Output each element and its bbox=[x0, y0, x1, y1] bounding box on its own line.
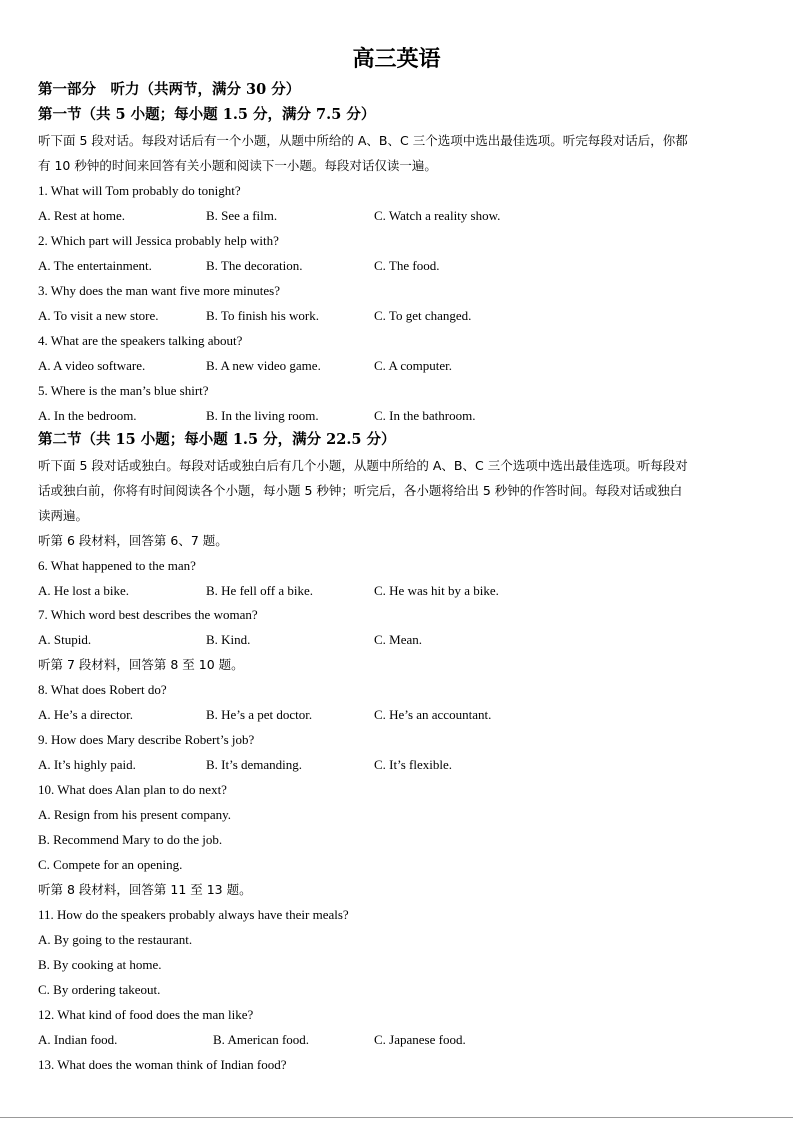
question-text: 9. How does Mary describe Robert’s job? bbox=[38, 732, 255, 747]
option-c: C. By ordering takeout. bbox=[38, 982, 161, 997]
question-text: 5. Where is the man’s blue shirt? bbox=[38, 383, 209, 398]
material-note: 听第 8 段材料，回答第 11 至 13 题。 bbox=[38, 882, 252, 897]
option-a: A. Stupid. bbox=[38, 632, 92, 647]
question-text: 2. Which part will Jessica probably help with? bbox=[38, 233, 279, 248]
option-b: B. He’s a pet doctor. bbox=[206, 707, 313, 722]
option-b: B. He fell off a bike. bbox=[206, 583, 313, 598]
option-a: A. Rest at home. bbox=[38, 208, 126, 223]
option-a: A. A video software. bbox=[38, 358, 146, 373]
option-c: C. Mean. bbox=[374, 632, 423, 647]
option-a: A. He lost a bike. bbox=[38, 583, 129, 598]
section1-heading: 第一节（共 5 小题；每小题 1.5 分，满分 7.5 分） bbox=[38, 106, 376, 123]
question-text: 6. What happened to the man? bbox=[38, 558, 196, 573]
option-c: C. Watch a reality show. bbox=[374, 208, 501, 223]
option-a: A. He’s a director. bbox=[38, 707, 133, 722]
option-c: C. He was hit by a bike. bbox=[374, 583, 499, 598]
material-note: 听第 7 段材料，回答第 8 至 10 题。 bbox=[38, 657, 244, 672]
option-a: A. Resign from his present company. bbox=[38, 807, 232, 822]
option-b: B. A new video game. bbox=[206, 358, 321, 373]
option-a: A. To visit a new store. bbox=[38, 308, 159, 323]
option-c: C. He’s an accountant. bbox=[374, 707, 492, 722]
section1-instruction: 有 10 秒钟的时间来回答有关小题和阅读下一小题。每段对话仅读一遍。 bbox=[38, 158, 437, 173]
option-b: B. American food. bbox=[213, 1032, 310, 1047]
option-c: C. To get changed. bbox=[374, 308, 472, 323]
question-text: 7. Which word best describes the woman? bbox=[38, 607, 258, 622]
option-b: B. The decoration. bbox=[206, 258, 303, 273]
option-c: C. A computer. bbox=[374, 358, 452, 373]
option-a: A. In the bedroom. bbox=[38, 408, 137, 423]
option-c: C. In the bathroom. bbox=[374, 408, 476, 423]
option-a: A. The entertainment. bbox=[38, 258, 152, 273]
option-b: B. Kind. bbox=[206, 632, 251, 647]
option-a: A. By going to the restaurant. bbox=[38, 932, 193, 947]
option-a: A. Indian food. bbox=[38, 1032, 118, 1047]
question-text: 1. What will Tom probably do tonight? bbox=[38, 183, 241, 198]
question-text: 13. What does the woman think of Indian food? bbox=[38, 1057, 287, 1072]
option-c: C. Compete for an opening. bbox=[38, 857, 183, 872]
material-note: 听第 6 段材料，回答第 6、7 题。 bbox=[38, 533, 228, 548]
question-text: 10. What does Alan plan to do next? bbox=[38, 782, 227, 797]
option-b: B. See a film. bbox=[206, 208, 278, 223]
option-b: B. To finish his work. bbox=[206, 308, 319, 323]
option-c: C. The food. bbox=[374, 258, 440, 273]
option-b: B. Recommend Mary to do the job. bbox=[38, 832, 223, 847]
question-text: 11. How do the speakers probably always have their meals? bbox=[38, 907, 349, 922]
part1-heading: 第一部分 听力（共两节，满分 30 分） bbox=[38, 81, 301, 98]
section2-instruction: 读两遍。 bbox=[38, 508, 89, 523]
section2-heading: 第二节（共 15 小题；每小题 1.5 分，满分 22.5 分） bbox=[38, 431, 396, 448]
section2-instruction: 话或独白前，你将有时间阅读各个小题，每小题 5 秒钟；听完后，各小题将给出 5 秒钟的作答时间。每段对话或独白 bbox=[38, 483, 683, 498]
page-bottom-rule bbox=[0, 1117, 793, 1118]
option-b: B. In the living room. bbox=[206, 408, 319, 423]
page-title: 高三英语 bbox=[352, 46, 441, 72]
option-a: A. It’s highly paid. bbox=[38, 757, 136, 772]
option-c: C. It’s flexible. bbox=[374, 757, 452, 772]
option-b: B. It’s demanding. bbox=[206, 757, 303, 772]
question-text: 12. What kind of food does the man like? bbox=[38, 1007, 254, 1022]
section2-instruction: 听下面 5 段对话或独白。每段对话或独白后有几个小题，从题中所给的 A、B、C 三个选项中选出最佳选项。听每段对 bbox=[38, 458, 688, 473]
question-text: 4. What are the speakers talking about? bbox=[38, 333, 243, 348]
section1-instruction: 听下面 5 段对话。每段对话后有一个小题，从题中所给的 A、B、C 三个选项中选出最佳选项。听完每段对话后，你都 bbox=[38, 133, 688, 148]
question-text: 8. What does Robert do? bbox=[38, 682, 167, 697]
question-text: 3. Why does the man want five more minutes? bbox=[38, 283, 281, 298]
option-b: B. By cooking at home. bbox=[38, 957, 162, 972]
option-c: C. Japanese food. bbox=[374, 1032, 466, 1047]
